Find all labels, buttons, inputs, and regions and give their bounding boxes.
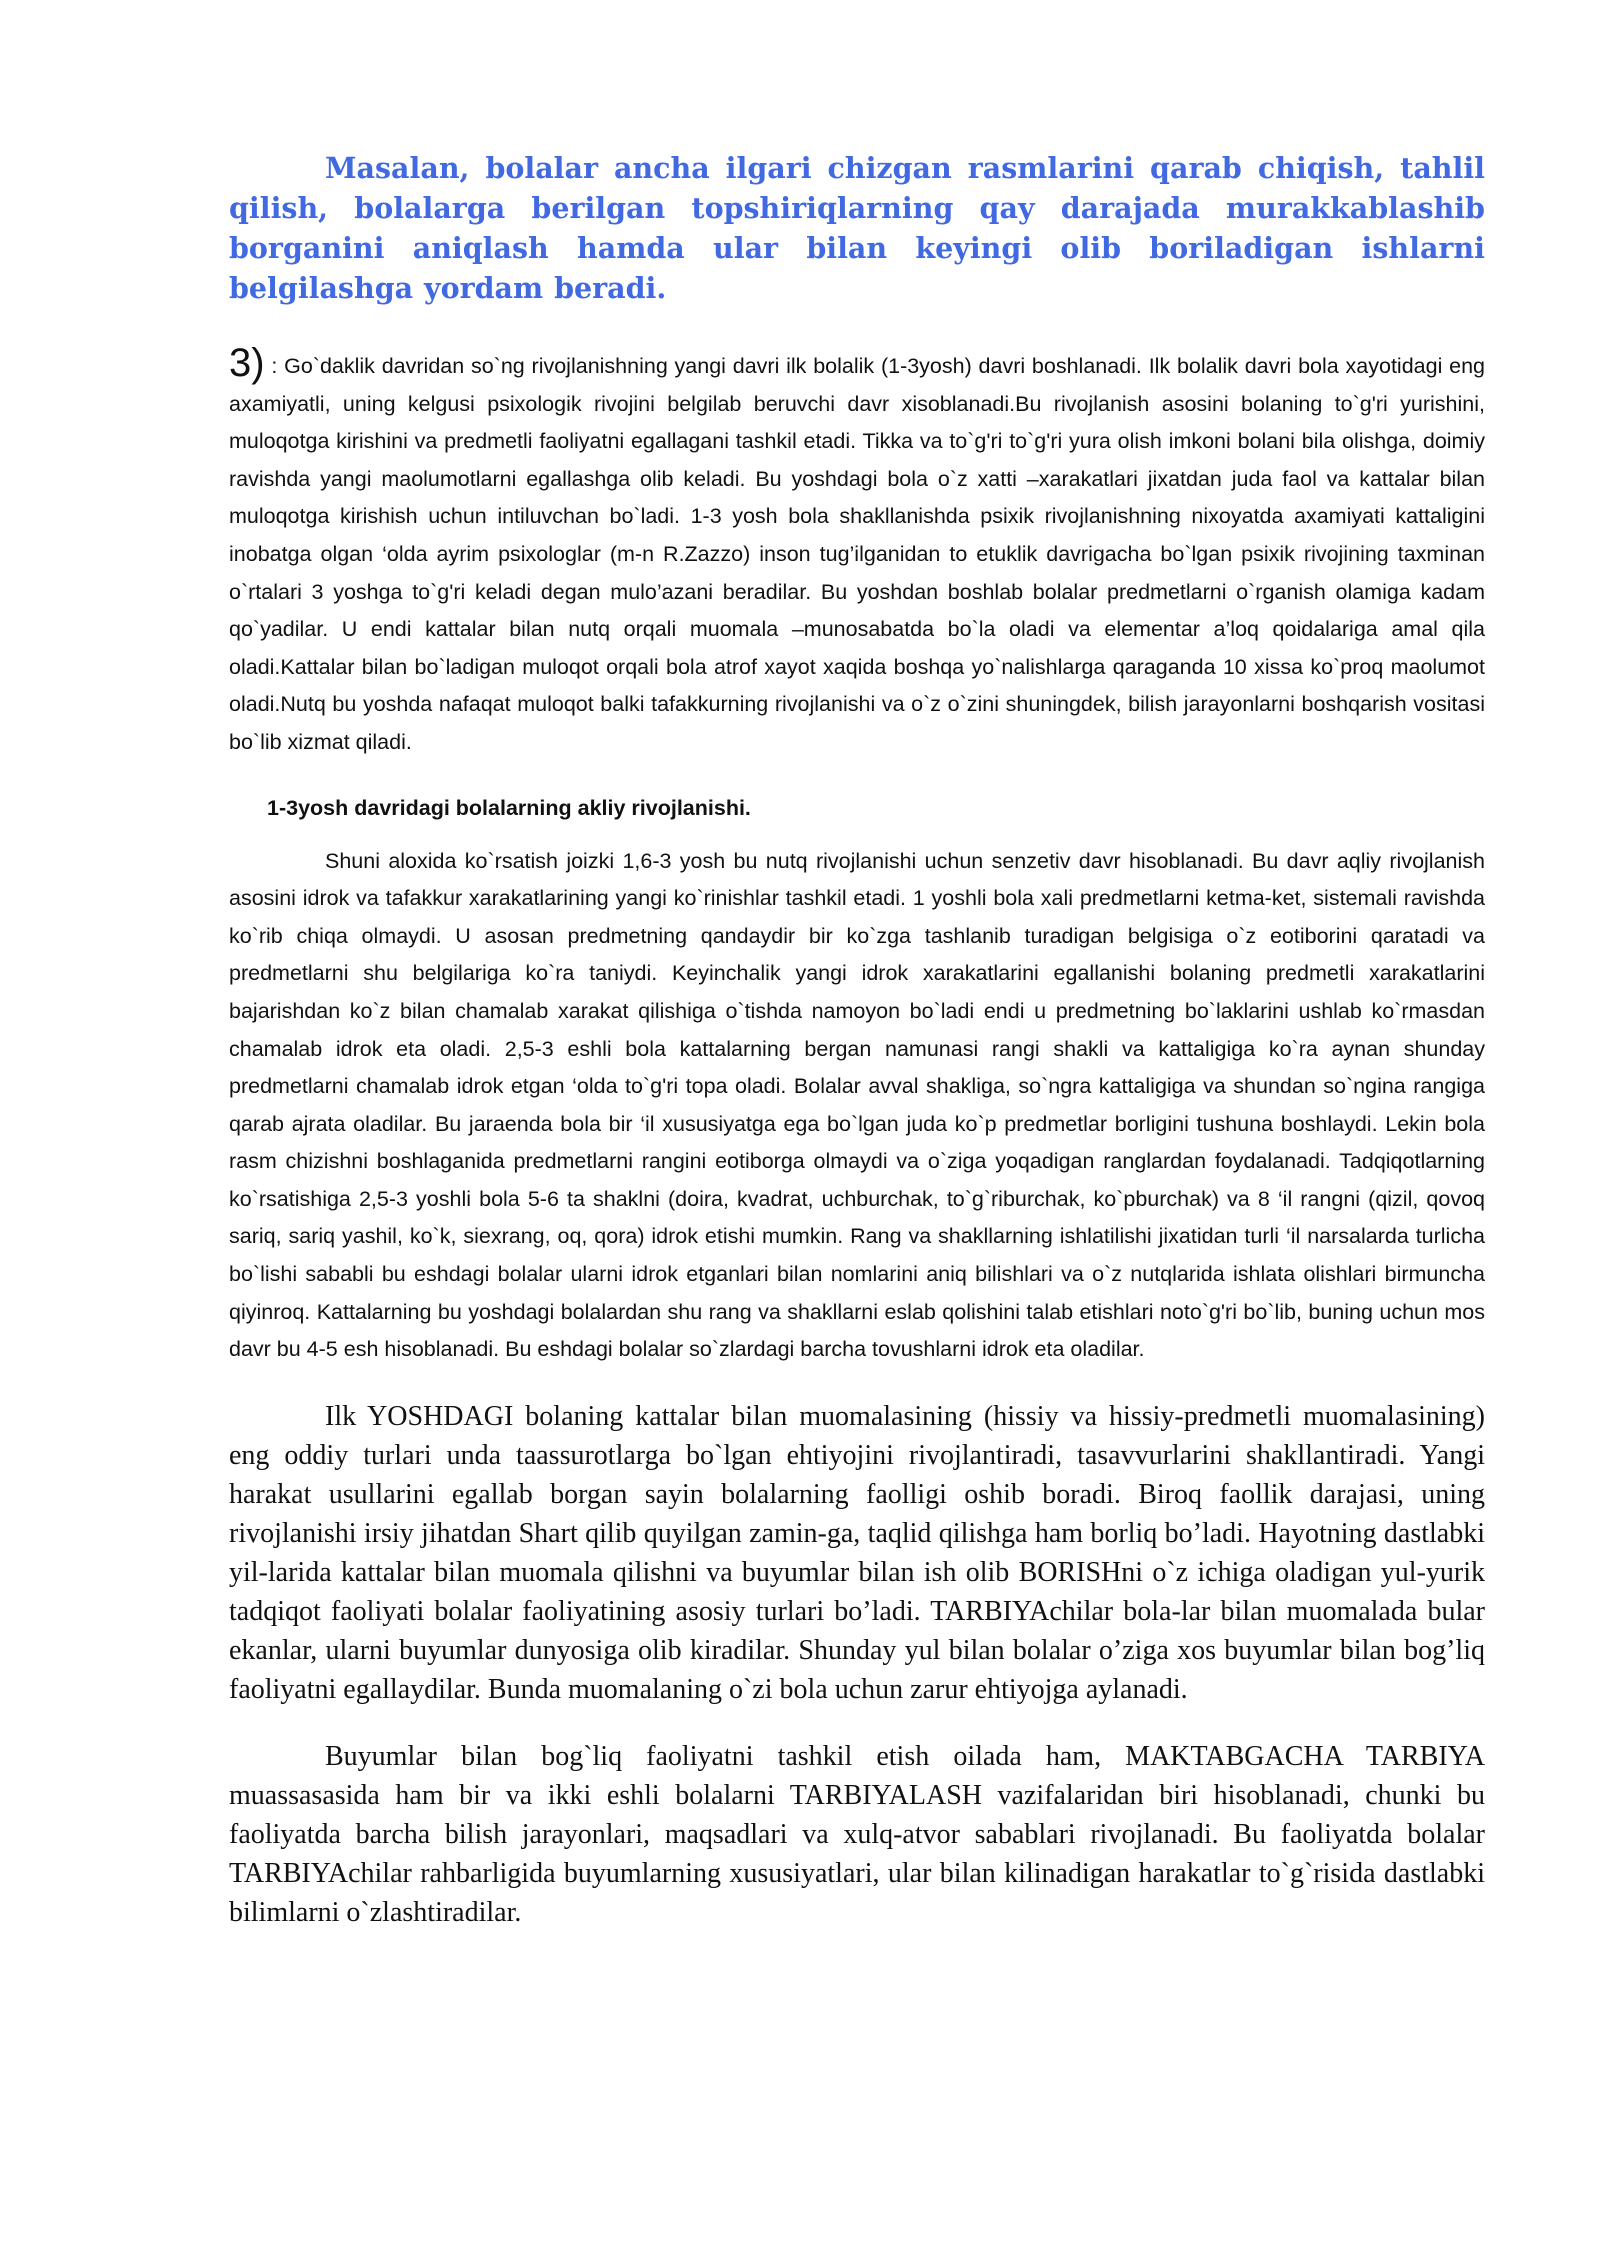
section-3-number: 3) [229, 341, 265, 385]
section-heading: 1-3yosh davridagi bolalarning akliy rivojlanishi. [267, 795, 751, 820]
buyumlar-paragraph: Buyumlar bilan bog`liq faoliyatni tashkil etish oilada ham, MAKTABGACHA TARBIYA muassasasida ham bir va ikki eshli bolalarni TARBIYALASH vazifalaridan biri hisoblanadi, chunki bu faoliyatda barcha bilish jarayonlari, maqsadlari va xulq-atvor sabablari rivojlanadi. Bu faoliyatda bolalar TARBIYAchilar rahbarligida buyumlarning xususiyatlari, ular bilan kilinadigan harakatlar to`g`risida dastlabki bilimlarni o`zlashtiradilar. [229, 1740, 1485, 1928]
section-3-paragraph [229, 341, 1485, 762]
section-3-text: : Go`daklik davridan so`ng rivojlanishning yangi davri ilk bolalik (1-3yosh) davri boshlanadi. Ilk bolalik davri bola xayotidagi eng axamiyatli, uning kelgusi psixologik rivojini belgilab beruvchi davr xisoblanadi.Bu rivojlanish asosini bolaning to`g'ri yurishini, muloqotga kirishini va predmetli faoliyatni egallagani tashkil etadi. Tikka va to`g'ri to`g'ri yura olish imkoni bolani bila olishga, doimiy ravishda yangi maolumotlarni egallashga olib keladi. Bu yoshdagi bola o`z xatti –xarakatlari jixatdan juda faol va kattalar bilan muloqotga kirishish uchun intiluvchan bo`ladi. 1-3 yosh bola shakllanishda psixik rivojlanishning nixoyatda axamiyati kattaligini inobatga olgan ‘olda ayrim psixologlar (m-n R.Zazzo) inson tug’ilganidan to etuklik davrigacha bo`lgan psixik rivojining taxminan o`rtalari 3 yoshga to`g'ri keladi degan mulo’azani beradilar. Bu yoshdan boshlab bolalar predmetlarni o`rganish olamiga kadam qo`yadilar. U endi kattalar bilan nutq orqali muomala –munosabatda bo`la oladi va elementar a’loq qoidalariga amal qila oladi.Kattalar bilan bo`ladigan muloqot orqali bola atrof xayot xaqida boshqa yo`nalishlarga qaraganda 10 xissa ko`proq maolumot oladi.Nutq bu yoshda nafaqat muloqot balki tafakkurning rivojlanishi va o`z o`zini shuningdek, bilish jarayonlarni boshqarish vositasi bo`lib xizmat qiladi. [229, 354, 1485, 754]
ilk-yoshdagi-paragraph: Ilk YOSHDAGI bolaning kattalar bilan muomalasining (hissiy va hissiy-predmetli muomalasining) eng oddiy turlari unda taassurotlarga bo`lgan ehtiyojini rivojlantiradi, tasavvurlarini shakllantiradi. Yangi harakat usullarini egallab borgan sayin bolalarning faolligi oshib boradi. Biroq faollik darajasi, uning rivojlanishi irsiy jihatdan Shart qilib quyilgan zamin-ga, taqlid qilishga ham borliq bo’ladi. Hayotning dastlabki yil-larida kattalar bilan muomala qilishni va buyumlar bilan ish olib BORISHni o`z ichiga oladigan yul-yurik tadqiqot faoliyati bolalar faoliyatining asosiy turlari bo’ladi. TARBIYAchilar bola-lar bilan muomalada bular ekanlar, ularni buyumlar dunyosiga olib kiradilar. Shunday yul bilan bolalar o’ziga xos buyumlar bilan bog’liq faoliyatni egallaydilar. Bunda muomalaning o`zi bola uchun zarur ehtiyojga aylanadi. [229, 1400, 1485, 1705]
document-page [229, 148, 1485, 1932]
paragraph-spacer [229, 1369, 1485, 1397]
paragraph-spacer [229, 1709, 1485, 1737]
intro-paragraph-blue: Masalan, bolalar ancha ilgari chizgan rasmlarini qarab chiqish, tahlil qilish, bolalarga berilgan topshiriqlarning qay darajada murakkablashib borganini aniqlash hamda ular bilan keyingi olib boriladigan ishlarni belgilashga yordam beradi. [229, 151, 1485, 305]
aqliy-rivojlanish-paragraph: Shuni aloxida ko`rsatish joizki 1,6-3 yosh bu nutq rivojlanishi uchun senzetiv davr hisoblanadi. Bu davr aqliy rivojlanish asosini idrok va tafakkur xarakatlarining yangi ko`rinishlar tashkil etadi. 1 yoshli bola xali predmetlarni ketma-ket, sistemali ravishda ko`rib chiqa olmaydi. U asosan predmetning qandaydir bir ko`zga tashlanib turadigan belgisiga o`z eotiborini qaratadi va predmetlarni shu belgilariga ko`ra taniydi. Keyinchalik yangi idrok xarakatlarini egallanishi bolaning predmetli xarakatlarini bajarishdan ko`z bilan chamalab xarakat qilishiga o`tishda namoyon bo`ladi endi u predmetning bo`laklarini ushlab ko`rmasdan chamalab idrok eta oladi. 2,5-3 eshli bola kattalarning bergan namunasi rangi shakli va kattaligiga ko`ra aynan shunday predmetlarni chamalab idrok etgan ‘olda to`g'ri topa oladi. Bolalar avval shakliga, so`ngra kattaligiga va shundan so`ngina rangiga qarab ajrata oladilar. Bu jaraenda bola bir ‘il xususiyatga ega bo`lgan juda ko`p predmetlar borligini tushuna boshlaydi. Lekin bola rasm chizishni boshlaganida predmetlarni rangini eotiborga olmaydi va o`ziga yoqadigan ranglardan foydalanadi. Tadqiqotlarning ko`rsatishiga 2,5-3 yoshli bola 5-6 ta shaklni (doira, kvadrat, uchburchak, to`g`riburchak, ko`pburchak) va 8 ‘il rangni (qizil, qovoq sariq, sariq yashil, ko`k, siexrang, oq, qora) idrok etishi mumkin. Rang va shakllarning ishlatilishi jixatidan turli ‘il narsalarda turlicha bo`lishi sababli bu eshdagi bolalar ularni idrok etganlari bilan nomlarini aniq bilishlari va o`z nutqlarida ishlata olishlari birmuncha qiyinroq. Kattalarning bu yoshdagi bolalardan shu rang va shakllarni eslab qolishini talab etishlari noto`g'ri bo`lib, buning uchun mos davr bu 4-5 esh hisoblanadi. Bu eshdagi bolalar so`zlardagi barcha tovushlarni idrok eta oladilar. [229, 848, 1485, 1362]
